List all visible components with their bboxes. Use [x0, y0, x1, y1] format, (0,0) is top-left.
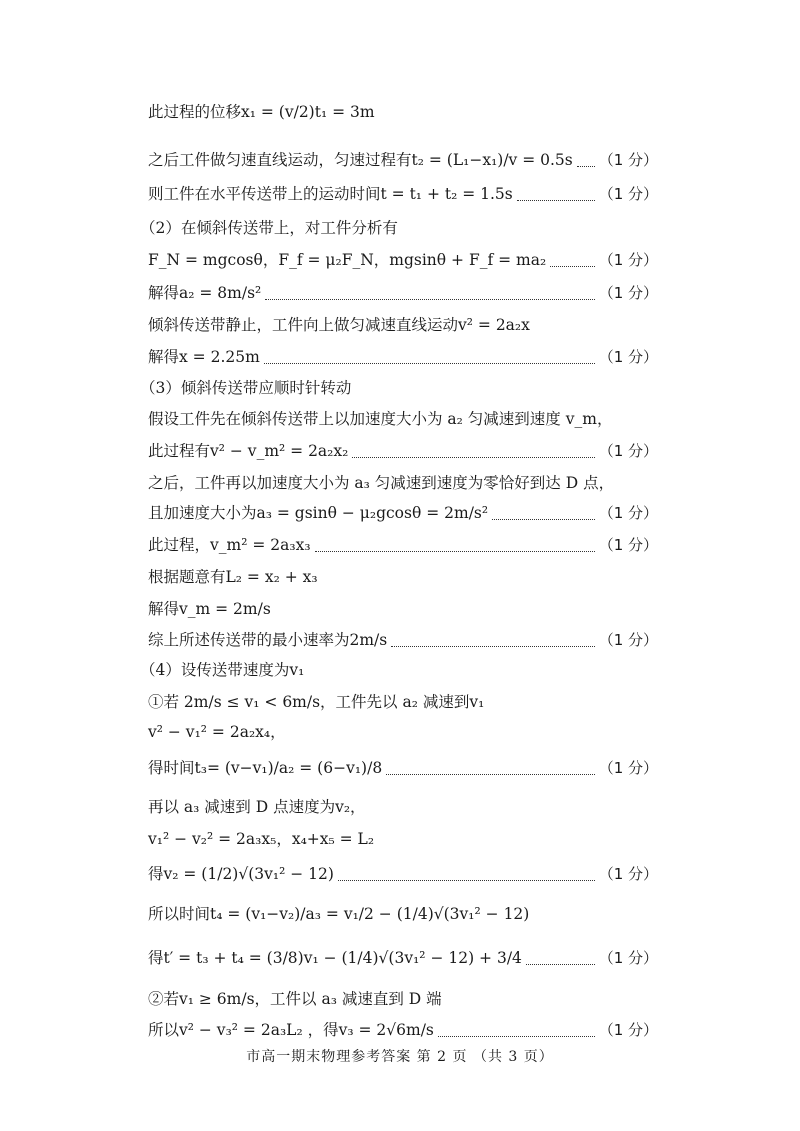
answer-line [148, 563, 658, 591]
answer-line [148, 437, 658, 465]
answer-text: ①若 2m/s ≤ v₁ < 6m/s，工件先以 a₂ 减速到v₁ [148, 693, 485, 711]
answer-line [148, 900, 658, 928]
leader-dots [386, 766, 595, 775]
leader-dots [391, 638, 594, 647]
answer-text: （2）在倾斜传送带上，对工件分析有 [140, 219, 398, 237]
answer-text: 之后工件做匀速直线运动，匀速过程有t₂ = (L₁−x₁)/v = 0.5s [148, 151, 573, 169]
answer-text: 综上所述传送带的最小速率为2m/s [148, 631, 388, 649]
answer-line [148, 499, 658, 527]
answer-text: 倾斜传送带静止，工件向上做匀减速直线运动v² = 2a₂x [148, 316, 530, 334]
answer-text: v² − v₁² = 2a₂x₄， [148, 723, 286, 741]
section-heading [140, 656, 650, 684]
score-mark: （1 分） [598, 536, 658, 554]
answer-text: 此过程有v² − v_m² = 2a₂x₂ [148, 442, 349, 460]
leader-dots [550, 258, 595, 267]
score-mark: （1 分） [598, 865, 658, 883]
answer-text: 得t′ = t₃ + t₄ = (3/8)v₁ − (1/4)√(3v₁² − 12) + 3/4 [148, 949, 522, 967]
answer-line [148, 98, 658, 126]
score-mark: （1 分） [598, 442, 658, 460]
answer-line [148, 469, 658, 497]
answer-line [148, 531, 658, 559]
leader-dots [338, 872, 595, 881]
score-mark: （1 分） [598, 151, 658, 169]
answer-text: 得时间t₃= (v−v₁)/a₂ = (6−v₁)/8 [148, 759, 383, 777]
leader-dots [526, 956, 595, 965]
answer-line [148, 180, 658, 208]
leader-dots [492, 511, 595, 520]
answer-text: 得v₂ = (1/2)√(3v₁² − 12) [148, 865, 334, 883]
answer-line [148, 860, 658, 888]
leader-dots [352, 449, 594, 458]
answer-line [148, 793, 658, 821]
answer-line [148, 985, 658, 1013]
score-mark: （1 分） [598, 504, 658, 522]
answer-text: F_N = mgcosθ，F_f = μ₂F_N，mgsinθ + F_f = ma₂ [148, 251, 547, 269]
answer-line [148, 718, 658, 746]
answer-line [148, 343, 658, 371]
answer-line [148, 146, 658, 174]
answer-text: v₁² − v₂² = 2a₃x₅，x₄+x₅ = L₂ [148, 830, 375, 848]
answer-text: 之后，工件再以加速度大小为 a₃ 匀减速到速度为零恰好到达 D 点， [148, 474, 615, 492]
answer-line [148, 944, 658, 972]
score-mark: （1 分） [598, 185, 658, 203]
answer-text: 且加速度大小为a₃ = gsinθ − μ₂gcosθ = 2m/s² [148, 504, 489, 522]
answer-line [148, 825, 658, 853]
answer-line [148, 1016, 658, 1044]
section-heading [140, 374, 650, 402]
answer-text: 所以时间t₄ = (v₁−v₂)/a₃ = v₁/2 − (1/4)√(3v₁² − 12) [148, 905, 530, 923]
answer-text: 此过程的位移x₁ = (v/2)t₁ = 3m [148, 103, 375, 121]
answer-line [148, 595, 658, 623]
score-mark: （1 分） [598, 759, 658, 777]
answer-text: 再以 a₃ 减速到 D 点速度为v₂， [148, 798, 366, 816]
leader-dots [517, 192, 595, 201]
score-mark: （1 分） [598, 251, 658, 269]
answer-text: 所以v² − v₃² = 2a₃L₂ ，得v₃ = 2√6m/s [148, 1021, 434, 1039]
leader-dots [315, 543, 595, 552]
answer-line [148, 311, 658, 339]
score-mark: （1 分） [598, 1021, 658, 1039]
answer-text: 根据题意有L₂ = x₂ + x₃ [148, 568, 318, 586]
section-heading [140, 214, 650, 242]
answer-text: 解得a₂ = 8m/s² [148, 284, 262, 302]
answer-line [148, 279, 658, 307]
leader-dots [577, 158, 595, 167]
answer-text: 解得x = 2.25m [148, 348, 260, 366]
leader-dots [264, 355, 595, 364]
answer-line [148, 754, 658, 782]
score-mark: （1 分） [598, 284, 658, 302]
answer-text: 此过程，v_m² = 2a₃x₃ [148, 536, 311, 554]
answer-text: （3）倾斜传送带应顺时针转动 [140, 379, 352, 397]
answer-text: 解得v_m = 2m/s [148, 600, 271, 618]
answer-text: 假设工件先在倾斜传送带上以加速度大小为 a₂ 匀减速到速度 v_m， [148, 410, 613, 428]
score-mark: （1 分） [598, 949, 658, 967]
score-mark: （1 分） [598, 631, 658, 649]
answer-line [148, 246, 658, 274]
answer-line [148, 626, 658, 654]
answer-text: 则工件在水平传送带上的运动时间t = t₁ + t₂ = 1.5s [148, 185, 513, 203]
leader-dots [438, 1028, 595, 1037]
answer-text: （4）设传送带速度为v₁ [140, 661, 305, 679]
score-mark: （1 分） [598, 348, 658, 366]
page-footer: 市高一期末物理参考答案 第 2 页 （共 3 页） [246, 1049, 554, 1065]
answer-line [148, 688, 658, 716]
answer-text: ②若v₁ ≥ 6m/s，工件以 a₃ 减速直到 D 端 [148, 990, 442, 1008]
leader-dots [265, 291, 594, 300]
answer-line [148, 405, 658, 433]
